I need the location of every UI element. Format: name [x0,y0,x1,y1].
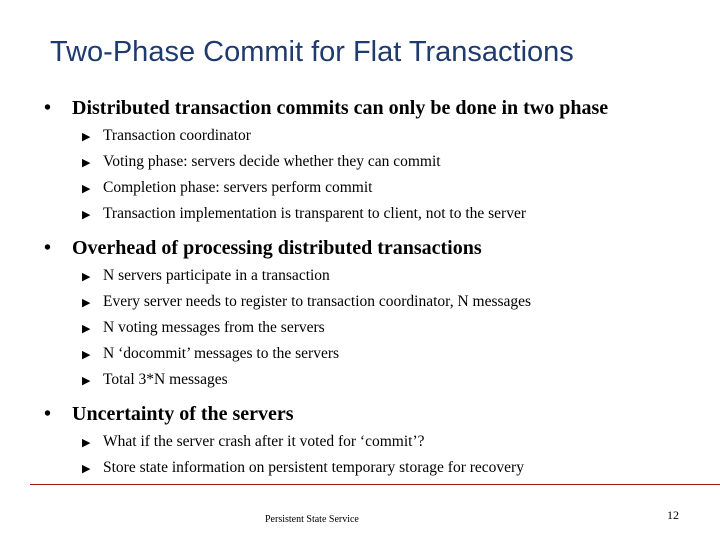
triangle-right-icon: ▶ [82,323,91,335]
section-heading: • Distributed transaction commits can only be done in two phase [44,93,694,123]
triangle-right-icon: ▶ [82,375,91,387]
triangle-right-icon: ▶ [82,157,91,169]
list-item: ▶ Transaction implementation is transparent to client, not to the server [82,201,694,227]
section-1 [44,93,694,227]
list-item: ▶ Store state information on persistent temporary storage for recovery [82,455,694,481]
slide-title: Two-Phase Commit for Flat Transactions [50,36,574,68]
triangle-right-icon: ▶ [82,349,91,361]
triangle-right-icon: ▶ [82,437,91,449]
list-item: ▶ Every server needs to register to transaction coordinator, N messages [82,289,694,315]
list-item: ▶ What if the server crash after it voted for ‘commit’? [82,429,694,455]
triangle-right-icon: ▶ [82,463,91,475]
list-item: ▶ Voting phase: servers decide whether they can commit [82,149,694,175]
list-item: ▶ Transaction coordinator [82,123,694,149]
bullet-dot-icon: • [44,97,52,119]
section-3 [44,399,694,481]
footer-text: Persistent State Service [265,514,359,525]
slide-content [44,93,694,487]
list-item: ▶ N voting messages from the servers [82,315,694,341]
footer-divider [30,484,720,485]
bullet-dot-icon: • [44,237,52,259]
list-item: ▶ N ‘docommit’ messages to the servers [82,341,694,367]
section-2 [44,233,694,393]
section-heading: • Uncertainty of the servers [44,399,694,429]
section-heading: • Overhead of processing distributed transactions [44,233,694,263]
triangle-right-icon: ▶ [82,271,91,283]
bullet-dot-icon: • [44,403,52,425]
triangle-right-icon: ▶ [82,209,91,221]
triangle-right-icon: ▶ [82,183,91,195]
list-item: ▶ N servers participate in a transaction [82,263,694,289]
list-item: ▶ Completion phase: servers perform commit [82,175,694,201]
triangle-right-icon: ▶ [82,297,91,309]
page-number: 12 [667,508,679,522]
triangle-right-icon: ▶ [82,131,91,143]
list-item: ▶ Total 3*N messages [82,367,694,393]
